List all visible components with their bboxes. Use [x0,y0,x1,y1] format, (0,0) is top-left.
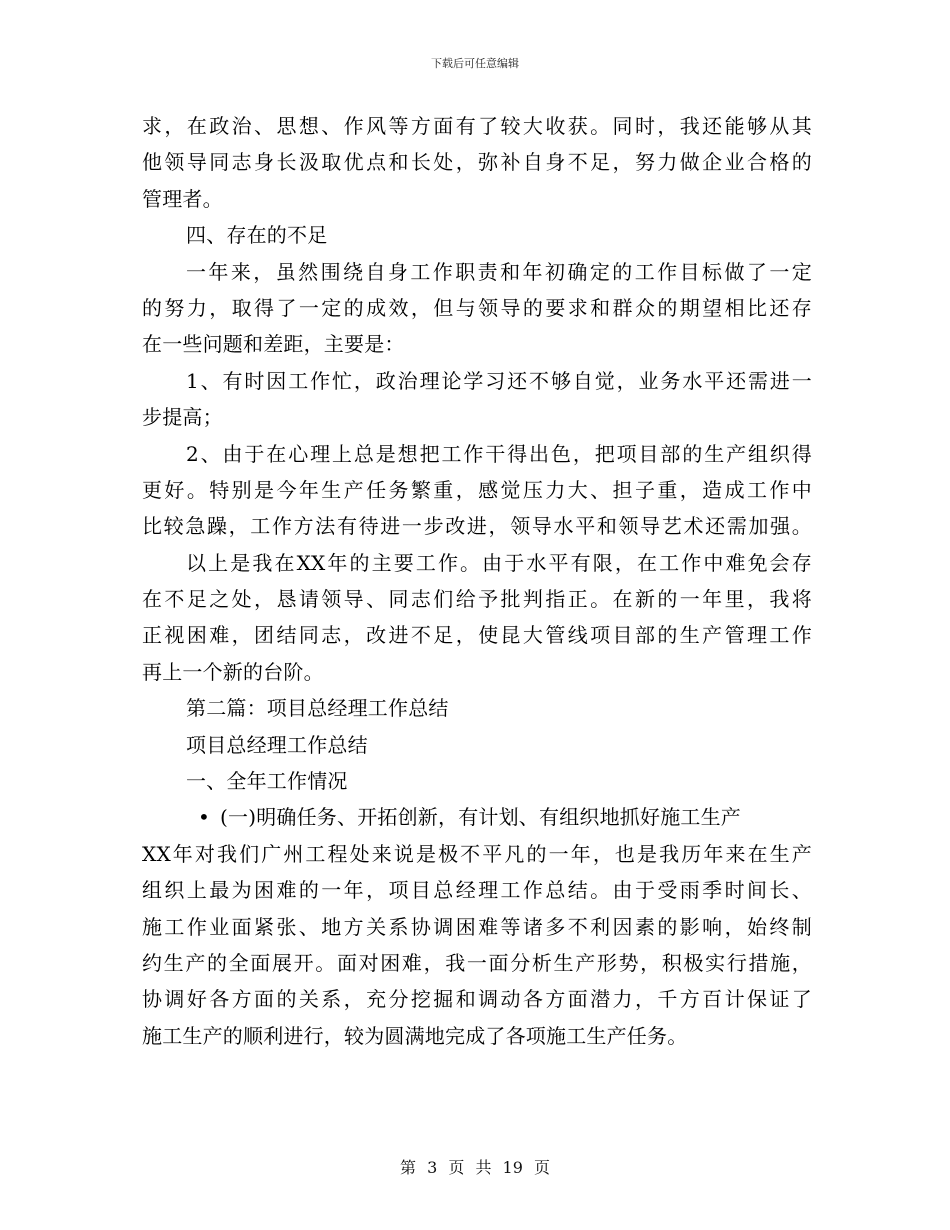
body-line: XX年对我们广州工程处来说是极不平凡的一年，也是我历年来在生产 [142,841,812,866]
body-line: 步提高； [142,405,223,430]
body-line: 施工生产的顺利进行，较为圆满地完成了各项施工生产任务。 [142,1023,688,1048]
body-line: 施工作业面紧张、地方关系协调困难等诸多不利因素的影响，始终制 [142,914,812,939]
body-line: 在一些问题和差距，主要是： [142,332,405,357]
body-line: 1、有时因工作忙，政治理论学习还不够自觉，业务水平还需进一 [186,368,812,393]
document-title: 项目总经理工作总结 [186,732,368,757]
bullet-icon: • [198,805,210,830]
body-line: 约生产的全面展开。面对困难，我一面分析生产形势，积极实行措施， [142,950,812,975]
body-line: 2、由于在心理上总是想把工作干得出色，把项目部的生产组织得 [186,441,812,466]
body-line: 正视困难，团结同志，改进不足，使昆大管线项目部的生产管理工作 [142,623,812,648]
body-line: 一年来，虽然围绕自身工作职责和年初确定的工作目标做了一定 [186,259,812,284]
bullet-text: (一)明确任务、开拓创新，有计划、有组织地抓好施工生产 [220,805,742,830]
section-heading: 一、全年工作情况 [186,769,348,794]
section-heading: 四、存在的不足 [186,223,328,248]
document-body [142,108,812,1054]
chapter-title: 第二篇：项目总经理工作总结 [186,696,449,721]
bullet-item [142,799,812,835]
body-line: 在不足之处，恳请领导、同志们给予批判指正。在新的一年里，我将 [142,587,812,612]
body-line: 求，在政治、思想、作风等方面有了较大收获。同时，我还能够从其 [142,114,812,138]
body-line: 他领导同志身长汲取优点和长处，弥补自身不足，努力做企业合格的 [142,150,812,175]
page-header: 下载后可任意编辑 [431,57,519,70]
body-line: 再上一个新的台阶。 [142,659,324,684]
body-line: 的努力，取得了一定的成效，但与领导的要求和群众的期望相比还存 [142,295,812,320]
body-line: 更好。特别是今年生产任务繁重，感觉压力大、担子重，造成工作中 [142,477,812,502]
body-line: 协调好各方面的关系，充分挖掘和调动各方面潜力，千方百计保证了 [142,987,812,1012]
body-line: 管理者。 [142,186,223,211]
page-number: 第 3 页 共 19 页 [400,1158,550,1177]
body-line: 组织上最为困难的一年，项目总经理工作总结。由于受雨季时间长、 [142,878,812,903]
body-line: 以上是我在XX年的主要工作。由于水平有限，在工作中难免会存 [186,550,812,575]
body-line: 比较急躁，工作方法有待进一步改进，领导水平和领导艺术还需加强。 [142,514,812,539]
